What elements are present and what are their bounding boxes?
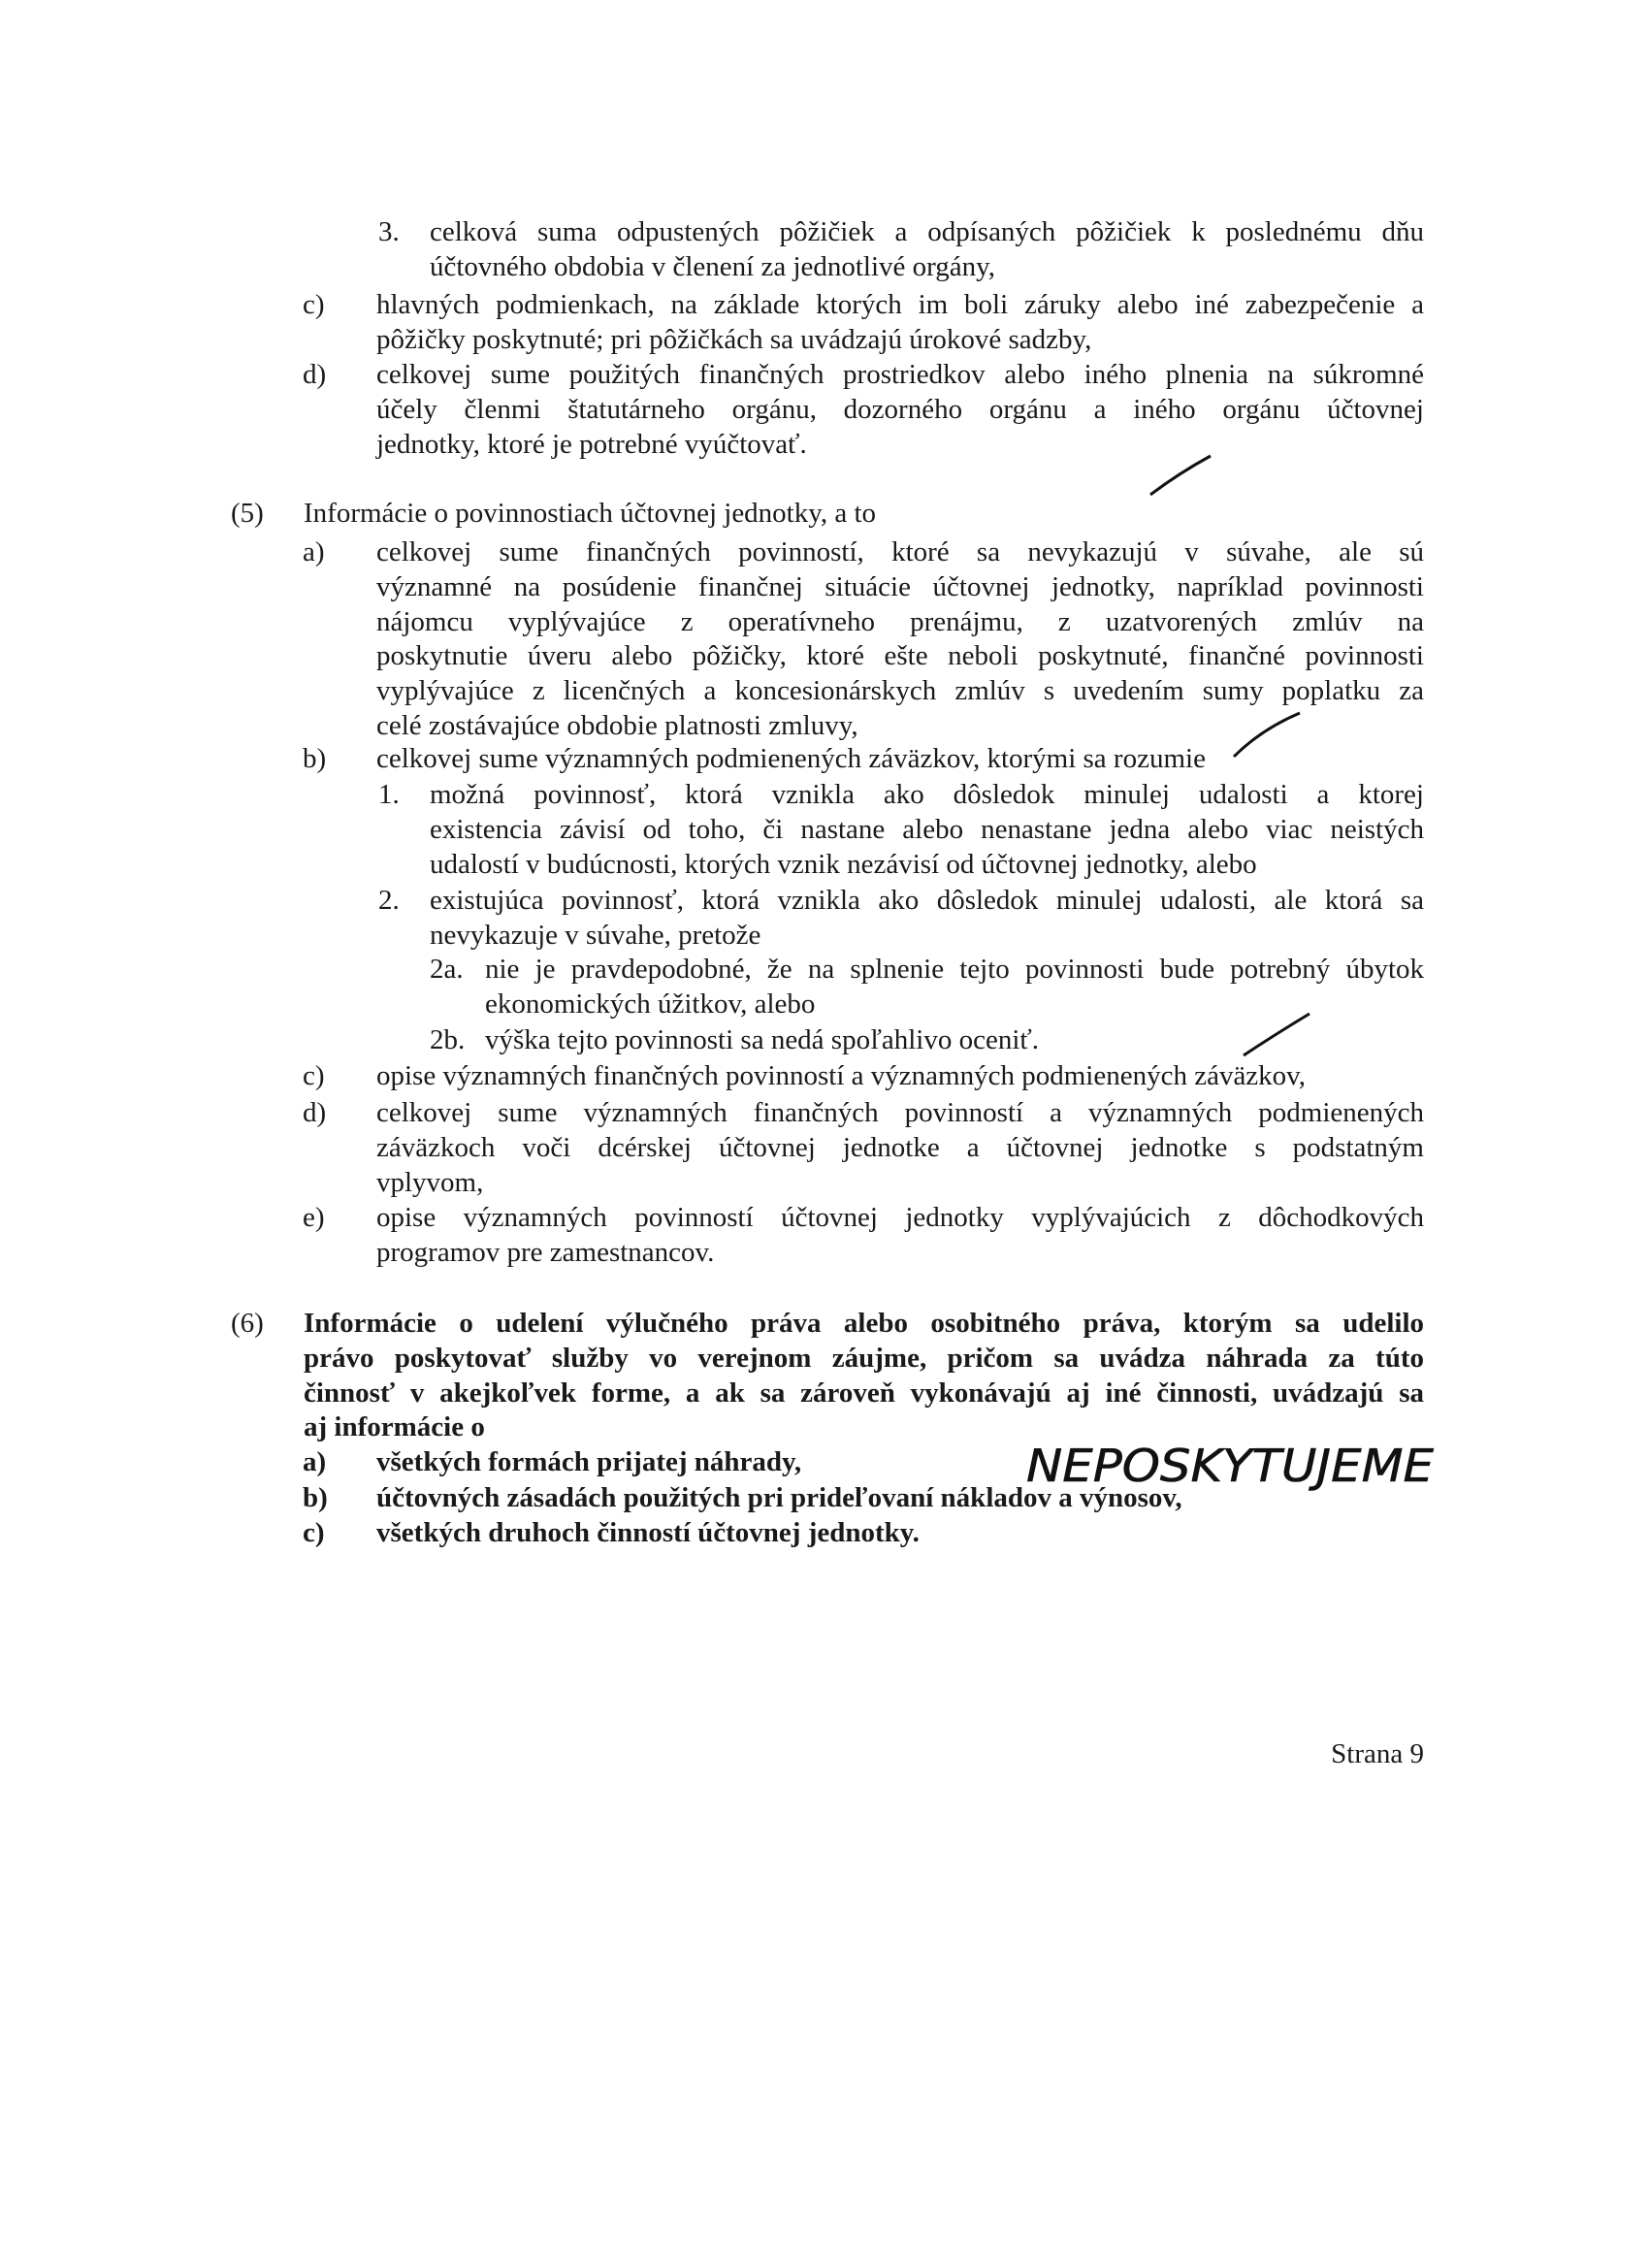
text-line: nie je pravdepodobné, že na splnenie tejto povinnosti bude potrebný úbytok <box>485 954 1424 985</box>
text-line: výška tejto povinnosti sa nedá spoľahlivo oceniť. <box>485 1024 1040 1055</box>
text-line: pôžičky poskytnuté; pri pôžičkách sa uvádzajú úrokové sadzby, <box>376 323 1092 355</box>
text-line: celkovej sume významných podmienených záväzkov, ktorými sa rozumie <box>376 743 1206 774</box>
item-5e <box>303 1201 1424 1271</box>
text-line: celé zostávajúce obdobie platnosti zmluvy, <box>376 709 858 741</box>
text-line: jednotky, ktoré je potrebné vyúčtovať. <box>376 428 807 460</box>
text-line: účtovných zásadách použitých pri prideľovaní nákladov a výnosov, <box>376 1482 1182 1513</box>
item-label: e) <box>303 1202 325 1233</box>
text-line: celkovej sume použitých finančných prostriedkov alebo iného plnenia na súkromné <box>376 359 1424 390</box>
item-5b-2 <box>378 884 1424 954</box>
page-number: Strana 9 <box>1331 1738 1424 1769</box>
item-number: 2. <box>378 885 400 916</box>
text-line: aj informácie o <box>304 1411 485 1443</box>
section-6 <box>231 1307 1424 1445</box>
item-6a <box>303 1445 1424 1480</box>
text-line: programov pre zamestnancov. <box>376 1236 715 1268</box>
item-label: b) <box>303 1482 328 1513</box>
item-label: d) <box>303 359 327 390</box>
item-label: c) <box>303 1060 325 1091</box>
item-label: b) <box>303 743 327 774</box>
text-line: účely členmi štatutárneho orgánu, dozorného orgánu a iného orgánu účtovnej <box>376 393 1424 425</box>
section-number: (5) <box>231 498 264 529</box>
text-line: záväzkoch voči dcérskej účtovnej jednotke a účtovnej jednotke s podstatným <box>376 1131 1424 1163</box>
text-line: všetkých formách prijatej náhrady, <box>376 1446 802 1477</box>
item-number: 1. <box>378 779 400 810</box>
section-heading: Informácie o povinnostiach účtovnej jednotky, a to <box>304 498 877 529</box>
item-label: d) <box>303 1097 327 1128</box>
section-number: (6) <box>231 1308 264 1339</box>
text-line: existujúca povinnosť, ktorá vznikla ako dôsledok minulej udalosti, ale ktorá sa <box>430 885 1424 916</box>
text-line: ekonomických úžitkov, alebo <box>485 988 816 1020</box>
text-line: celkovej sume finančných povinností, ktoré sa nevykazujú v súvahe, ale sú <box>376 536 1424 567</box>
item-5c <box>303 1059 1424 1094</box>
item-4d <box>303 358 1424 462</box>
item-number: 3. <box>378 216 400 247</box>
section-5-heading <box>231 497 1424 532</box>
text-line: právo poskytovať služby vo verejnom záujme, pričom sa uvádza náhrada za túto <box>304 1342 1424 1374</box>
text-line: vyplývajúce z licenčných a koncesionárskych zmlúv s uvedením sumy poplatku za <box>376 675 1424 707</box>
text-line: nevykazuje v súvahe, pretože <box>430 919 761 951</box>
item-6c <box>303 1516 1424 1551</box>
text-line: hlavných podmienkach, na základe ktorých im boli záruky alebo iné zabezpečenie a <box>376 289 1424 320</box>
text-line: opise významných povinností účtovnej jednotky vyplývajúcich z dôchodkových <box>376 1202 1424 1233</box>
item-label: a) <box>303 536 325 567</box>
item-5b-2a <box>430 953 1424 1022</box>
text-line: možná povinnosť, ktorá vznikla ako dôsledok minulej udalosti a ktorej <box>430 779 1424 810</box>
item-label: c) <box>303 289 325 320</box>
item-6b <box>303 1481 1424 1516</box>
text-line: celkovej sume významných finančných povinností a významných podmienených <box>376 1097 1424 1128</box>
text-line: poskytnutie úveru alebo pôžičky, ktoré ešte neboli poskytnuté, finančné povinnosti <box>376 640 1424 672</box>
item-label: a) <box>303 1446 327 1477</box>
item-5a <box>303 535 1424 744</box>
text-line: činnosť v akejkoľvek forme, a ak sa zároveň vykonávajú aj iné činnosti, uvádzajú sa <box>304 1377 1424 1409</box>
item-3 <box>378 215 1424 285</box>
text-line: udalostí v budúcnosti, ktorých vznik nezávisí od účtovnej jednotky, alebo <box>430 848 1257 880</box>
item-5b <box>303 742 1424 777</box>
text-line: celková suma odpustených pôžičiek a odpísaných pôžičiek k poslednému dňu <box>430 216 1424 247</box>
text-line: vplyvom, <box>376 1166 484 1198</box>
item-4c <box>303 288 1424 358</box>
item-5d <box>303 1096 1424 1200</box>
item-number: 2b. <box>430 1024 466 1055</box>
text-line: všetkých druhoch činností účtovnej jednotky. <box>376 1517 920 1548</box>
item-5b-2b <box>430 1023 1424 1058</box>
item-5b-1 <box>378 778 1424 882</box>
text-line: existencia závisí od toho, či nastane alebo nenastane jedna alebo viac neistých <box>430 813 1424 845</box>
text-line: účtovného obdobia v členení za jednotlivé orgány, <box>430 250 996 282</box>
text-line: Informácie o udelení výlučného práva alebo osobitného práva, ktorým sa udelilo <box>304 1308 1424 1339</box>
item-number: 2a. <box>430 954 464 985</box>
text-line: nájomcu vyplývajúce z operatívneho prenájmu, z uzatvorených zmlúv na <box>376 605 1424 637</box>
handwritten-note: NEPOSKYTUJEME <box>1026 1440 1434 1492</box>
text-line: opise významných finančných povinností a významných podmienených záväzkov, <box>376 1060 1307 1091</box>
text-line: významné na posúdenie finančnej situácie účtovnej jednotky, napríklad povinnosti <box>376 570 1424 602</box>
item-label: c) <box>303 1517 325 1548</box>
